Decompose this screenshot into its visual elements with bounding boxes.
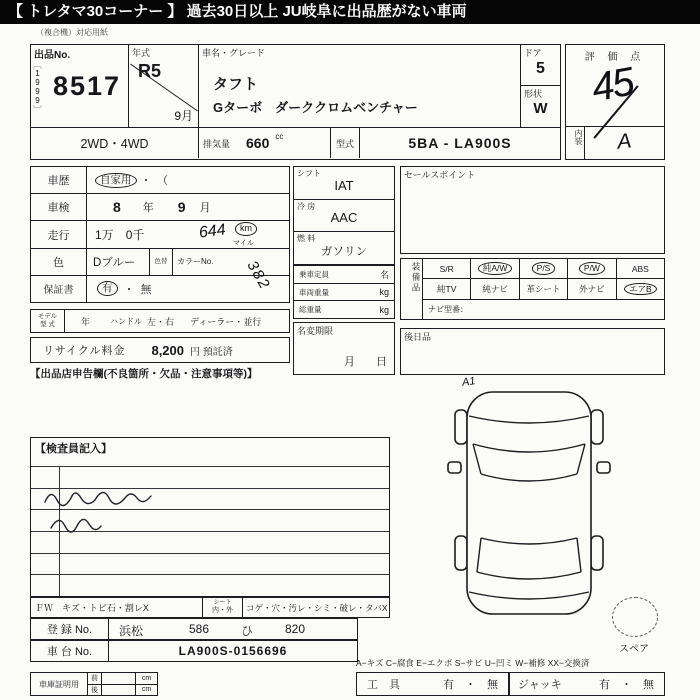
inspection-row [31,194,289,221]
equip-item-pw [568,259,616,278]
garage-front-label: 前 [87,673,101,684]
equip-item-label: 外ナビ [579,283,605,294]
equip-item-label: 純TV [437,283,457,294]
equipment-row-1 [423,259,664,279]
garage-front-unit: cm [135,673,157,684]
vehicle-weight-unit: kg [379,287,389,297]
model-row-leftright: 左・右 [147,316,175,327]
registration-kana: ひ [241,624,254,638]
recycle-fee-value: 8,200 [151,342,185,358]
auction-no-cell [31,45,129,127]
diagram-handwritten-mark: A1 [461,375,477,389]
displacement-value: 660 [246,135,270,151]
warranty-no: 無 [140,283,152,296]
history-row [31,167,289,194]
chassis-row [30,640,358,662]
spare-tire-circle [612,597,658,637]
equip-item-label: エアB [624,283,657,296]
history-suffix: ・ （ [140,175,168,188]
model-handle-box [30,309,290,333]
seat-label: シート [213,600,232,607]
damage-code-legend: A−キズ C−腐食 E−エクボ S−サビ U−凹ミ W−補修 XX−交換済 [356,658,590,668]
color-no-handwritten: 382 [243,257,274,294]
name-change-deadline-box [293,322,395,375]
gross-weight-unit: kg [379,304,389,315]
gross-weight-row [294,301,394,318]
wheel-rear-right [591,536,603,570]
ac-label: 冷 房 [297,201,316,211]
jack-label: ジャッキ [518,679,562,691]
inspection-year-unit: 年 [142,202,154,215]
shape-value: W [533,100,548,117]
displacement-unit: cc [275,132,284,141]
left-details-box [30,166,290,303]
vehicle-weight-row [294,284,394,302]
fw-text: ＦＷ キズ・トビ石・割レX [31,598,203,617]
mileage-man: 1万 [95,228,114,242]
equipment-label: 装備品 [404,259,423,319]
later-items-label: 後日品 [404,332,432,342]
registration-class: 586 [189,622,210,636]
shift-value: IAT [334,178,354,193]
model-row-label1: モデル [37,313,58,321]
equip-item-jun-tv [423,279,471,298]
ac-value: AAC [330,209,358,225]
equip-item-label: 革シート [526,283,561,294]
interior-label: 内装 [568,127,585,159]
inspector-entry-label: 【検査員記入】 [35,443,112,455]
garage-certificate-box [30,672,158,696]
mileage-mile-unit: マイル [233,240,254,248]
sales-point-box [400,166,665,254]
mirror-right [597,462,610,473]
color-no-label: カラーNo. [177,257,214,267]
interior-row [566,126,664,159]
equip-item-label: ABS [631,263,649,274]
drive-cell: 2WD・4WD [31,128,199,158]
fuel-label: 燃 料 [297,234,316,244]
jack-box [509,672,665,696]
wheel-front-left [455,410,467,444]
history-value-circled: 自家用 [95,173,137,188]
mirror-left [448,462,461,473]
color-change-label: 色替 [149,249,173,275]
score-box [565,44,665,160]
model-row-handle: ハンドル [110,316,143,326]
mileage-km-unit-circled: km [235,222,257,235]
recycle-fee-unit: 円 預託済 [190,346,233,358]
color-label: 色 [31,249,87,275]
interior-handwritten: A [616,129,633,154]
deadline-day: 日 [376,356,387,368]
header-banner: 【 トレタマ30コーナー 】 過去30日以上 JU岐阜に出品歴がない車両 [0,0,700,24]
auction-no-value: 8517 [52,71,122,101]
deadline-month: 月 [344,356,355,368]
vehicle-weight-label: 車両重量 [299,287,329,297]
equip-item-leather [520,279,568,298]
fw-condition-row [30,597,390,618]
wheel-rear-left [455,536,467,570]
registration-area: 浜松 [119,624,144,638]
warranty-label: 保証書 [31,276,87,302]
mileage-handwritten: 644 [198,221,227,242]
month-value: 9月 [174,109,193,123]
shift-label: シフト [297,169,321,178]
car-grade: Gターボ ダーククロムベンチャー [213,100,418,115]
capacity-label: 乗車定員 [299,269,329,279]
inspection-month-unit: 月 [199,202,211,215]
mileage-sen: 0千 [125,228,145,242]
top-main-box [30,44,561,160]
equip-item-soto-navi [568,279,616,298]
deadline-label: 名変期限 [297,326,334,336]
spare-tire-label: スペア [619,644,649,655]
seller-declaration-label: 【出品店申告欄(不良箇所・欠品・注意事項等)】 [30,368,258,380]
warranty-yes-circled: 有 [97,281,118,296]
score-label: 評 価 点 [584,52,646,63]
door-value: 5 [536,60,545,77]
year-diagonal-divider [130,64,198,112]
year-cell [129,45,199,127]
equip-item-label: S/R [439,263,454,274]
garage-rear-unit: cm [135,685,157,696]
registration-row [30,618,358,640]
wheel-front-right [591,410,603,444]
car-top-view-diagram [398,380,660,632]
car-body-outline [467,392,591,614]
model-value: 5BA - LA900S [408,135,512,151]
shift-ac-fuel-box [293,166,395,265]
gross-weight-label: 総重量 [299,305,322,315]
model-row-year: 年 [81,316,91,327]
seat-inout-label: 内・外 [212,606,233,614]
recycle-fee-label: リサイクル料金 [43,345,126,357]
later-items-box [400,328,665,375]
garage-front-value [101,673,135,684]
inspection-year: 8 [113,199,121,216]
model-row-label2: 型 式 [40,321,55,328]
tools-label: 工 具 [367,679,400,691]
fuel-row [294,232,394,264]
registration-label: 登 録 No. [31,619,109,639]
capacity-unit: 名 [379,269,389,280]
sales-point-label: セールスポイント [404,170,476,180]
car-name: タフト [213,76,259,93]
equip-item-label: P/S [532,262,556,275]
equip-item-sr [423,259,471,278]
shape-label: 形状 [524,89,543,99]
door-shape-cell [521,45,560,127]
door-subcell [521,45,560,86]
equip-item-airbag [617,279,664,298]
garage-certificate-label: 車庫証明用 [39,679,79,689]
equip-item-jun-aw [471,259,519,278]
tools-box [356,672,509,696]
color-value: Dブルー [93,256,136,269]
auction-no-label: 出品No. [34,50,71,61]
model-label: 型式 [331,128,360,158]
registration-number: 820 [285,622,306,636]
equip-item-label: 純ナビ [482,283,508,294]
score-handwritten: 45 [588,59,636,111]
car-name-label: 車名・グレード [202,48,266,58]
displacement-label: 排気量 [203,138,231,149]
door-label: ドア [524,48,542,58]
inspection-label: 車検 [31,194,87,220]
chassis-label: 車 台 No. [31,641,109,661]
capacity-row [294,266,394,284]
warranty-separator: ・ [123,283,135,296]
jack-options: 有 ・ 無 [599,679,654,691]
garage-rear-value [101,685,135,696]
equip-item-label: P/W [579,262,605,275]
displacement-cell [199,128,331,158]
fuel-value: ガソリン [321,246,367,259]
year-stamp: ［1999］ [33,61,42,113]
equip-item-label: 純A/W [478,262,513,275]
inspector-entry-box [30,437,390,597]
inspection-month: 9 [177,199,186,216]
inspector-handwriting-scribble [37,484,207,548]
mileage-row [31,221,289,248]
equipment-row-2 [423,279,664,299]
car-name-cell [199,45,521,127]
navi-model-label: ナビ型番： [428,304,468,314]
shift-row [294,167,394,200]
tools-options: 有 ・ 無 [443,679,498,691]
equipment-box [400,258,665,320]
recycle-fee-box [30,337,290,363]
chassis-value: LA900S-0156696 [178,644,288,658]
model-cell [331,128,560,158]
mileage-label: 走行 [31,221,87,247]
year-label: 年式 [132,48,151,58]
equip-item-ps [520,259,568,278]
shape-subcell [521,86,560,127]
equip-item-jun-navi [471,279,519,298]
history-label: 車歴 [31,167,87,193]
paper-note: （複合機）対応用紙 [36,28,108,37]
weights-box [293,265,395,319]
garage-measure-grid [87,673,157,695]
garage-rear-label: 後 [87,685,101,696]
seat-damage-text: コゲ・穴・汚レ・シミ・破レ・タバX [246,602,388,613]
ac-row [294,200,394,233]
model-row-dealer: ディーラー・並行 [190,316,262,327]
equip-item-abs [617,259,664,278]
year-value: R5 [138,61,162,81]
